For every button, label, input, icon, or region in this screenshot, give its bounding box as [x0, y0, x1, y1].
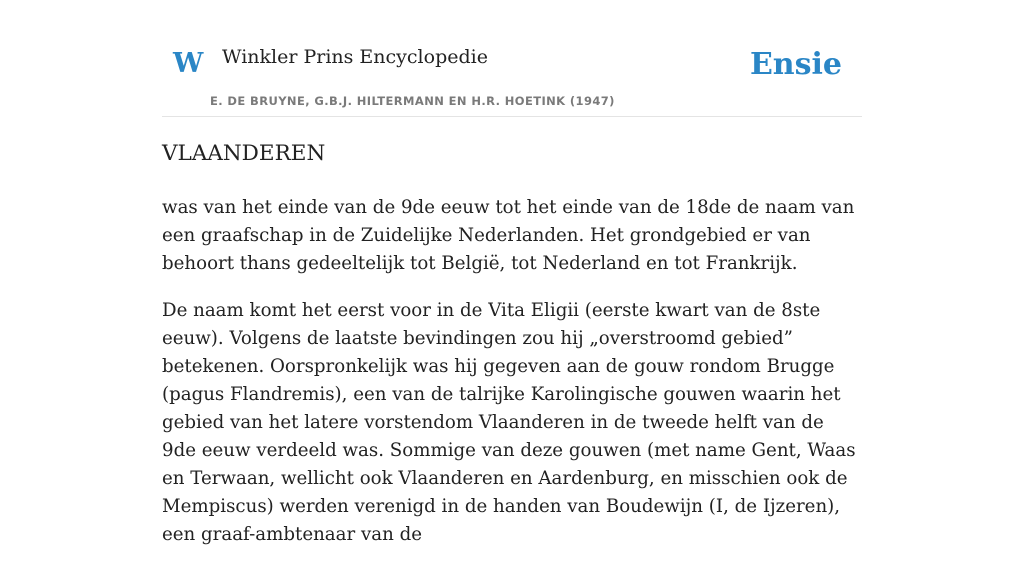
header — [162, 0, 862, 117]
article-paragraph-2: De naam komt het eerst voor in de Vita Eligii (eerste kwart van de 8ste eeuw). Volgens de laatste bevindingen zou hij „overstroomd gebied” betekenen. Oorspronkelijk was hij gegeven aan de gouw rondom Brugge (pagus Flandremis), een van de talrijke Karolingische gouwen waarin het gebied van het latere vorstendom Vlaanderen in de tweede helft van de 9de eeuw verdeeld was. Sommige van deze gouwen (met name Gent, Waas en Terwaan, wellicht ook Vlaanderen en Aardenburg, en misschien ook de Mempiscus) werden verenigd in de handen van Boudewijn (I, de Ijzeren), een graaf-ambtenaar van de — [162, 299, 856, 545]
publication-title[interactable]: Winkler Prins Encyclopedie — [222, 46, 488, 68]
publication-authors: E. DE BRUYNE, G.B.J. HILTERMANN EN H.R. HOETINK (1947) — [210, 94, 615, 108]
publication-logo[interactable]: W — [173, 48, 204, 79]
ensie-logo[interactable]: Ensie — [749, 47, 842, 82]
article-title: VLAANDEREN — [162, 141, 326, 166]
article-paragraph-1: was van het einde van de 9de eeuw tot het einde van de 18de de naam van een graafschap in de Zuidelijke Nederlanden. Het grondgebied er van behoort thans gedeeltelijk tot België, tot Nederland en tot Frankrijk. — [162, 196, 855, 274]
article — [162, 140, 862, 568]
